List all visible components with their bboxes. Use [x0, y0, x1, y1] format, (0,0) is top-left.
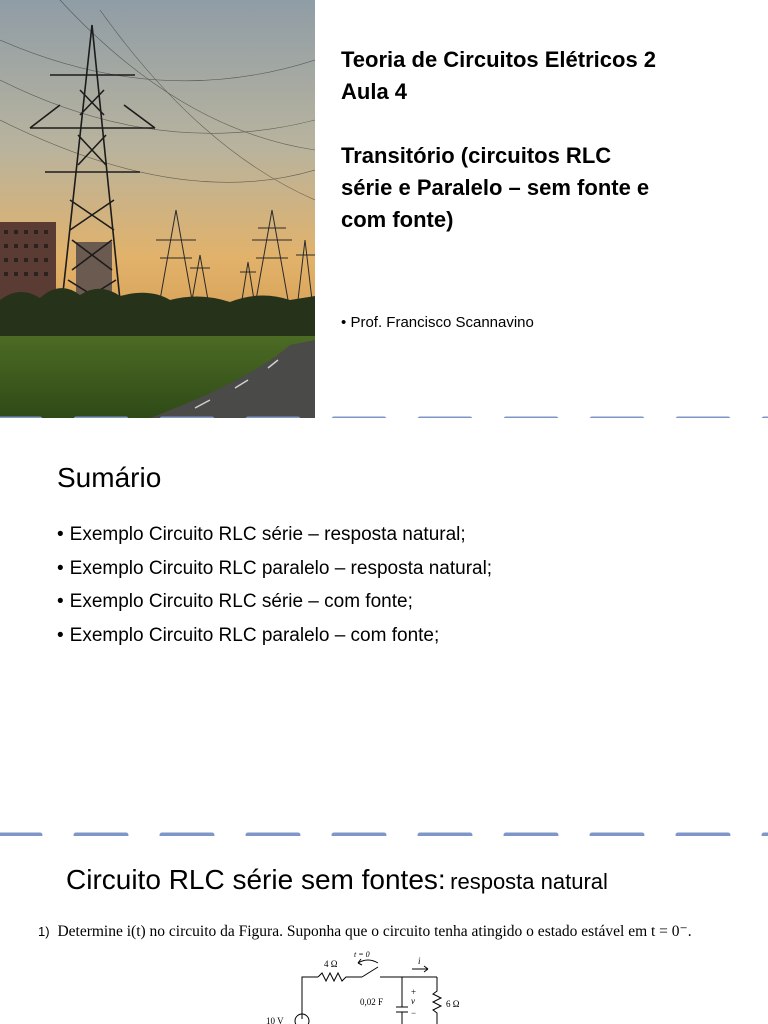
lecture-topic-line2: série e Paralelo – sem fonte e	[341, 175, 650, 200]
resistor-4ohm-label: 4 Ω	[324, 959, 338, 969]
list-item: • Exemplo Circuito RLC série – com fonte;	[57, 585, 492, 619]
voltage-label: v	[411, 996, 415, 1006]
capacitor	[396, 977, 408, 1024]
lecture-topic-line3: com fonte)	[341, 207, 454, 232]
bullet-icon: •	[341, 314, 347, 331]
source-label: 10 V	[266, 1016, 284, 1024]
list-item: • Exemplo Circuito RLC paralelo – resposta natural;	[57, 552, 492, 586]
author-bullet	[341, 314, 534, 331]
lecture-topic-line1: Transitório (circuitos RLC	[341, 143, 612, 168]
lecture-number: Aula 4	[341, 79, 408, 104]
power-lines-image	[0, 0, 315, 418]
power-lines-photo	[0, 0, 315, 418]
resistor-4ohm	[318, 973, 354, 981]
problem-statement	[38, 922, 692, 941]
list-item: • Exemplo Circuito RLC série – resposta natural;	[57, 518, 492, 552]
title-slide	[0, 0, 768, 418]
example-title-main: Circuito RLC série sem fontes:	[66, 864, 446, 895]
summary-slide	[0, 418, 768, 836]
course-title: Teoria de Circuitos Elétricos 2	[341, 47, 657, 72]
current-label: i	[418, 956, 421, 966]
problem-text: Determine i(t) no circuito da Figura. Suponha que o circuito tenha atingido o estado estável em t = 0⁻.	[57, 923, 692, 940]
voltage-minus: −	[411, 1008, 417, 1018]
example-slide	[0, 836, 768, 1024]
summary-list	[57, 518, 492, 652]
switch-label: t = 0	[354, 950, 370, 959]
example-title	[66, 864, 608, 896]
example-title-sub: resposta natural	[450, 869, 608, 894]
list-item: • Exemplo Circuito RLC paralelo – com fonte;	[57, 619, 492, 653]
capacitor-label: 0,02 F	[360, 997, 384, 1007]
problem-number: 1)	[38, 924, 50, 939]
summary-title: Sumário	[57, 462, 162, 493]
resistor-6ohm-label: 6 Ω	[446, 999, 460, 1009]
resistor-6ohm	[433, 977, 441, 1024]
author-name: Prof. Francisco Scannavino	[350, 314, 534, 331]
title-block	[341, 44, 751, 236]
voltage-plus: +	[411, 987, 417, 997]
switch	[362, 967, 378, 977]
circuit-diagram	[262, 949, 482, 1024]
